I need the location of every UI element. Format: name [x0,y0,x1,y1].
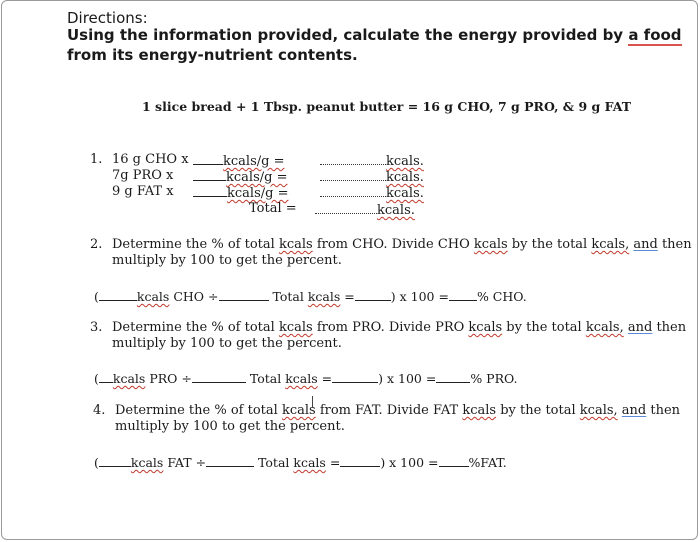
q1-row-pro-label: 7g PRO x [112,168,174,183]
q1-row-pro-unit: kcals/g = [193,168,287,185]
q2-quotient-blank[interactable] [355,288,391,301]
q4-instruction-line-1: Determine the % of total kcals from FAT. Divide FAT kcals by the total kcals, and then [115,403,681,418]
q1-fat-kcals-blank[interactable] [320,184,386,197]
directions-line-1 [67,25,682,46]
q1-fat-kcal-per-g-blank[interactable] [193,184,227,197]
q2-percent-blank[interactable] [449,288,477,301]
q3-divisor-blank[interactable] [192,370,246,383]
q3-quotient-blank[interactable] [332,370,378,383]
q4-instruction-line-2: multiply by 100 to get the percent. [115,419,345,434]
q1-row-fat-unit: kcals/g = [193,184,288,201]
q4-percent-blank[interactable] [439,454,469,467]
q1-cho-kcals-blank[interactable] [320,152,386,165]
q3-instruction-line-1: Determine the % of total kcals from PRO. Divide PRO kcals by the total kcals, and then [112,320,687,335]
directions-line-1-text: Using the information provided, calculate the energy provided by [67,26,624,44]
q1-row-pro-result: kcals. [320,168,424,185]
directions-line-1-tail: a food [628,26,682,44]
q1-total-result: kcals. [315,201,415,218]
q3-instruction-line-2: multiply by 100 to get the percent. [112,336,342,351]
q3-formula: ( kcals PRO ÷ Total kcals = ) x 100 = % PRO. [94,371,518,386]
food-equation [142,99,631,115]
q1-total-kcals-blank[interactable] [315,201,377,214]
q1-total-label: Total = [249,201,297,216]
q4-fat-kcals-blank[interactable] [99,454,131,467]
q2-cho-kcals-blank[interactable] [99,288,137,301]
q1-number: 1. [90,152,103,167]
q3-percent-blank[interactable] [436,370,470,383]
food-equation-text: 1 slice bread + 1 Tbsp. peanut butter = 16 g CHO, 7 g PRO, & 9 g FAT [142,99,632,114]
q1-pro-kcal-per-g-blank[interactable] [193,168,226,181]
q3-number: 3. [90,320,103,335]
q2-number: 2. [90,237,103,252]
q1-row-fat-result: kcals. [320,184,424,201]
q2-instruction-line-1: Determine the % of total kcals from CHO. Divide CHO kcals by the total kcals, and then [112,237,692,252]
q2-divisor-blank[interactable] [219,288,269,301]
text-cursor-icon [312,396,319,408]
q1-row-cho-label: 16 g CHO x [112,152,189,167]
q4-quotient-blank[interactable] [340,454,380,467]
q4-number: 4. [93,403,106,418]
directions-line-2: from its energy-nutrient contents. [67,46,358,64]
q1-row-cho-unit: kcals/g = [193,152,284,169]
q1-row-cho-result: kcals. [320,152,424,169]
q1-cho-kcal-per-g-blank[interactable] [193,152,223,165]
q3-pro-kcals-blank[interactable] [99,370,113,383]
directions-heading: Directions: [67,9,148,27]
q2-instruction-line-2: multiply by 100 to get the percent. [112,253,342,268]
q2-formula: ( kcals CHO ÷ Total kcals = ) x 100 = % CHO. [94,289,527,304]
q4-formula: ( kcals FAT ÷ Total kcals = ) x 100 = %FAT. [94,455,507,470]
q4-divisor-blank[interactable] [206,454,254,467]
q1-pro-kcals-blank[interactable] [320,168,386,181]
q1-row-fat-label: 9 g FAT x [112,184,174,199]
